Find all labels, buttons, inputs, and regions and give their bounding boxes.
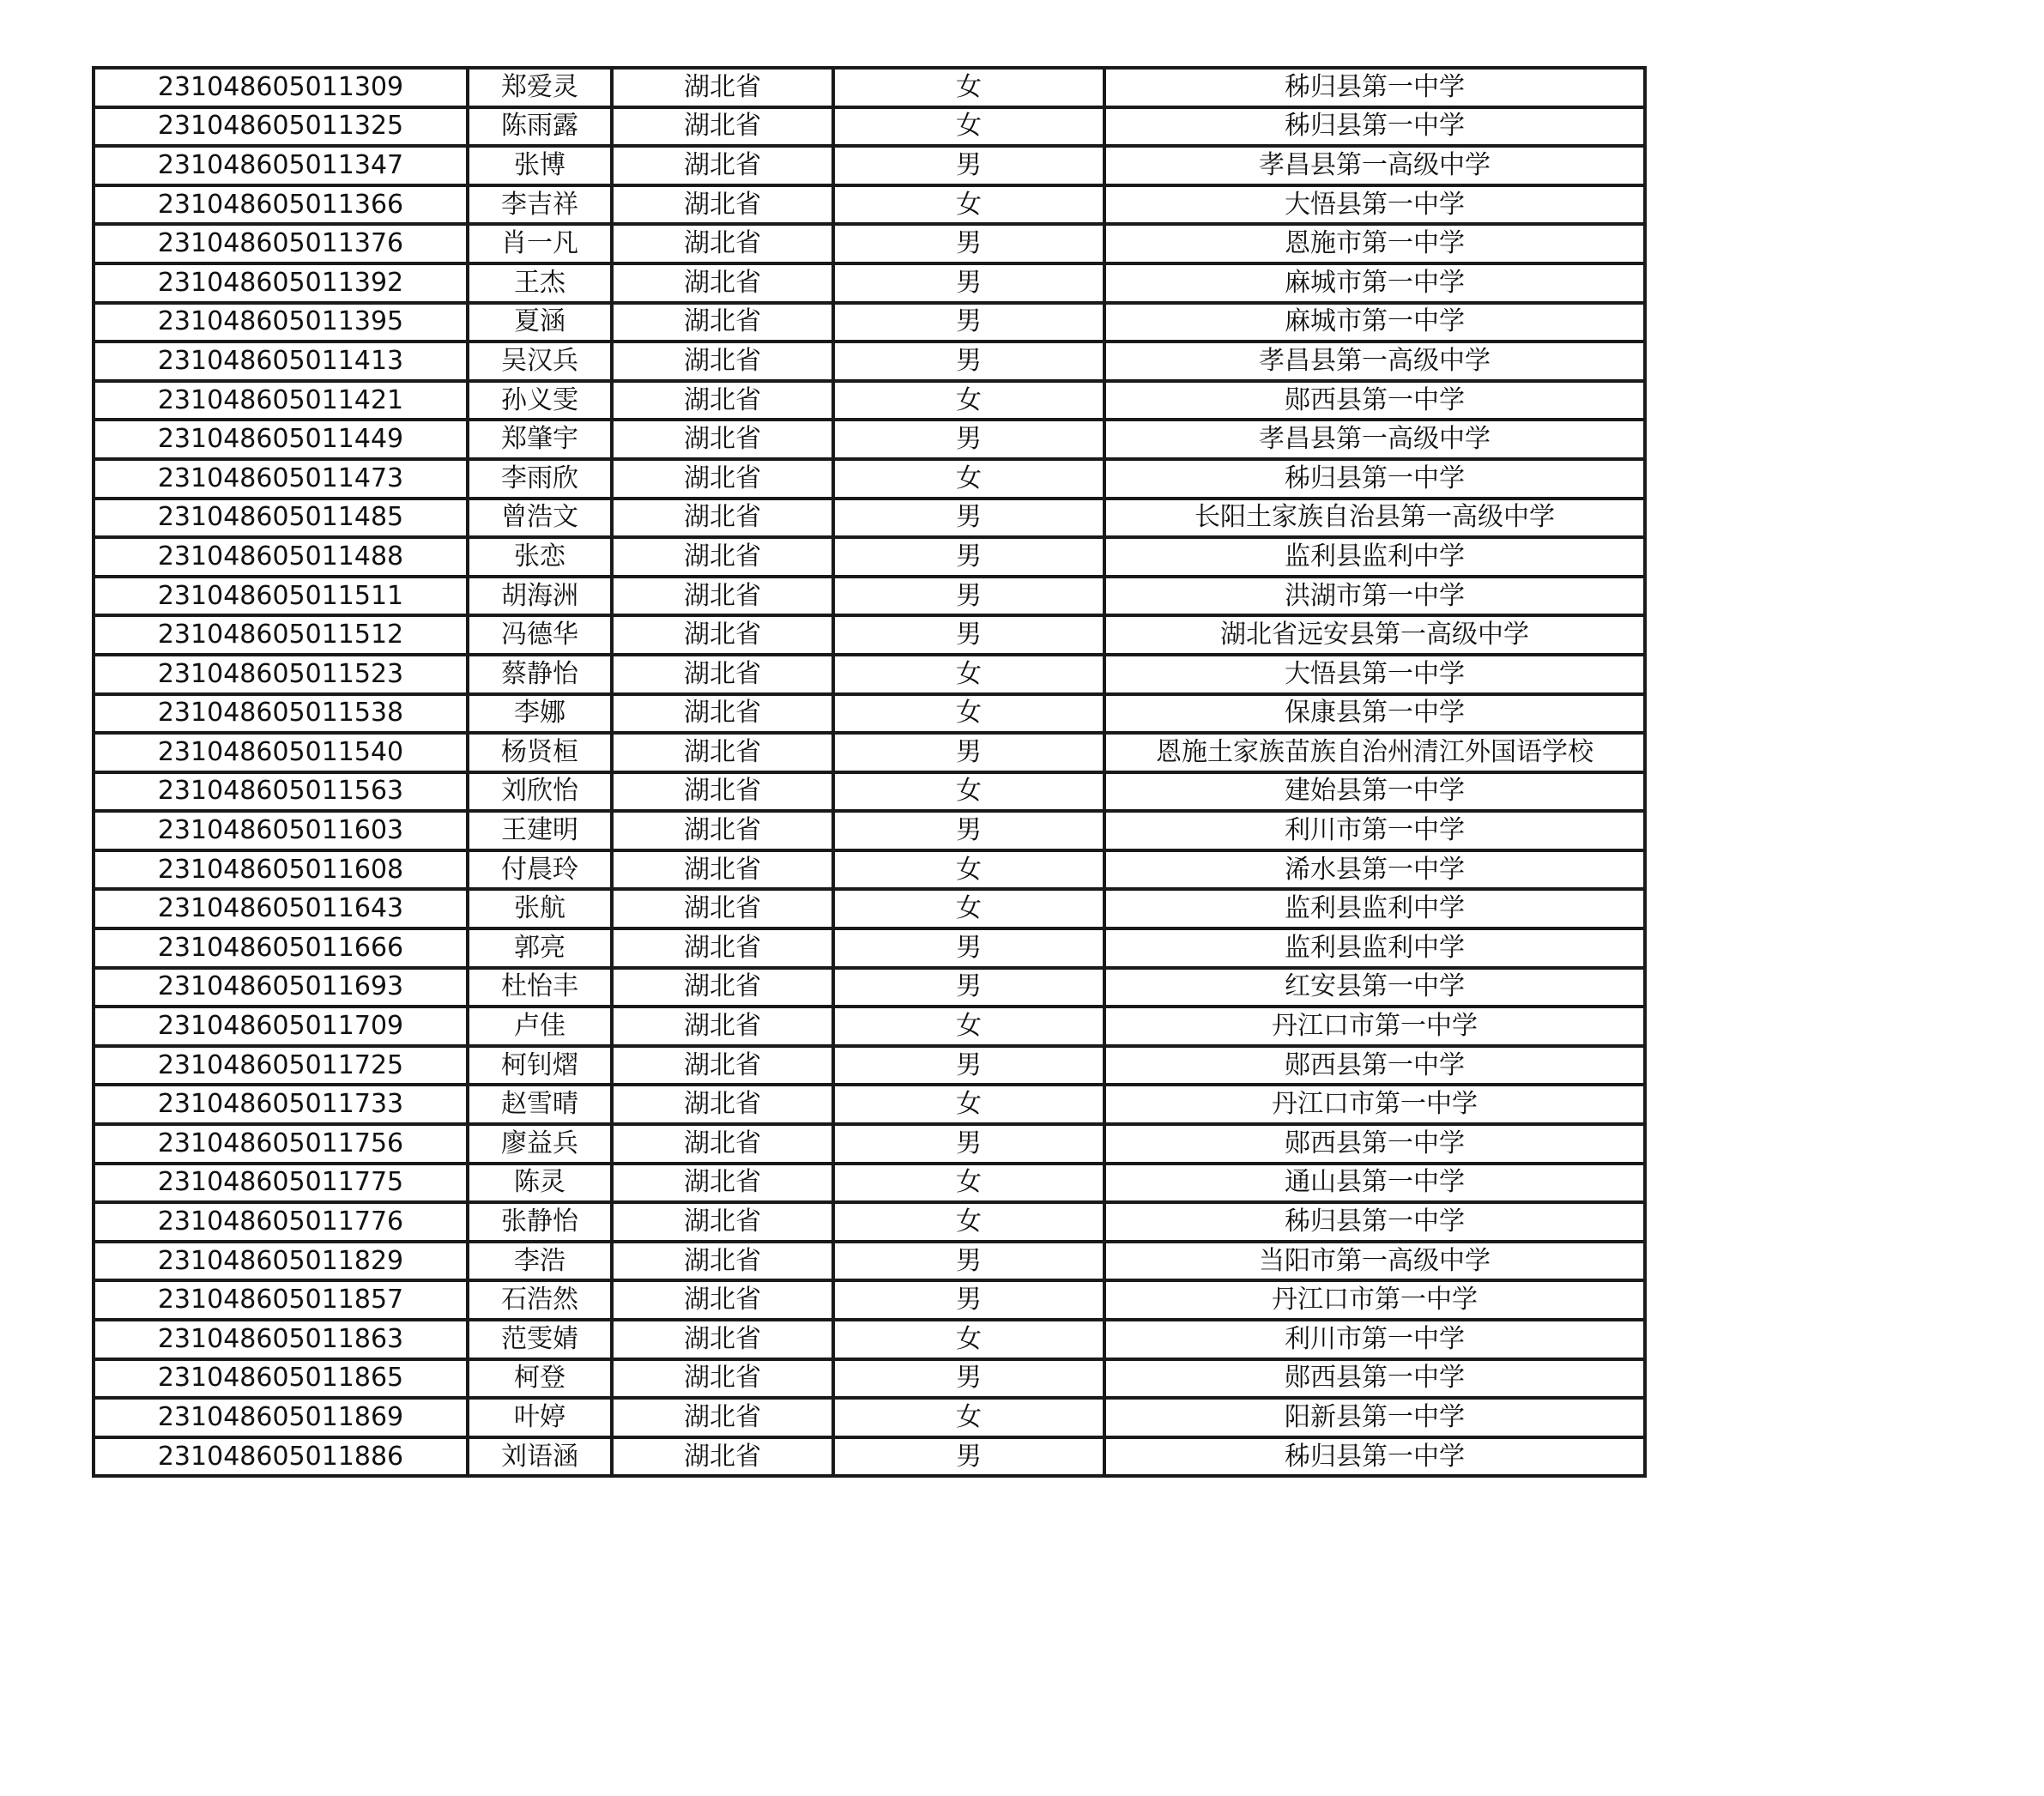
table-row	[94, 811, 1645, 850]
table-row	[94, 850, 1645, 890]
candidate-id-cell: 231048605011485	[94, 499, 468, 538]
province-cell: 湖北省	[612, 1164, 833, 1203]
table-row	[94, 615, 1645, 655]
school-cell: 恩施土家族苗族自治州清江外国语学校	[1104, 733, 1645, 772]
student-name-cell: 胡海洲	[468, 577, 612, 616]
candidate-id-cell: 231048605011511	[94, 577, 468, 616]
table-row	[94, 459, 1645, 499]
candidate-id-cell: 231048605011325	[94, 107, 468, 147]
school-cell: 秭归县第一中学	[1104, 1202, 1645, 1242]
candidate-id-cell: 231048605011725	[94, 1046, 468, 1085]
candidate-id-cell: 231048605011869	[94, 1398, 468, 1437]
school-cell: 郧西县第一中学	[1104, 1359, 1645, 1399]
school-cell: 浠水县第一中学	[1104, 850, 1645, 890]
student-name-cell: 陈雨露	[468, 107, 612, 147]
student-name-cell: 廖益兵	[468, 1124, 612, 1164]
student-name-cell: 孙义雯	[468, 381, 612, 420]
province-cell: 湖北省	[612, 811, 833, 850]
province-cell: 湖北省	[612, 889, 833, 928]
school-cell: 监利县监利中学	[1104, 537, 1645, 577]
gender-cell: 女	[833, 1085, 1104, 1124]
gender-cell: 女	[833, 1320, 1104, 1359]
school-cell: 郧西县第一中学	[1104, 1046, 1645, 1085]
school-cell: 丹江口市第一中学	[1104, 1085, 1645, 1124]
school-cell: 监利县监利中学	[1104, 928, 1645, 968]
province-cell: 湖北省	[612, 577, 833, 616]
candidate-id-cell: 231048605011775	[94, 1164, 468, 1203]
table-row	[94, 1007, 1645, 1046]
table-row	[94, 342, 1645, 381]
candidate-id-cell: 231048605011538	[94, 694, 468, 734]
table-row	[94, 968, 1645, 1007]
candidate-id-cell: 231048605011865	[94, 1359, 468, 1399]
province-cell: 湖北省	[612, 1007, 833, 1046]
table-row	[94, 772, 1645, 812]
table-row	[94, 1398, 1645, 1437]
gender-cell: 女	[833, 655, 1104, 694]
candidate-id-cell: 231048605011756	[94, 1124, 468, 1164]
candidate-id-cell: 231048605011392	[94, 263, 468, 303]
province-cell: 湖北省	[612, 968, 833, 1007]
province-cell: 湖北省	[612, 459, 833, 499]
student-name-cell: 陈灵	[468, 1164, 612, 1203]
table-row	[94, 1320, 1645, 1359]
student-name-cell: 柯登	[468, 1359, 612, 1399]
province-cell: 湖北省	[612, 694, 833, 734]
table-row	[94, 303, 1645, 342]
table-row	[94, 224, 1645, 263]
student-name-cell: 张博	[468, 146, 612, 185]
table-row	[94, 420, 1645, 459]
school-cell: 秭归县第一中学	[1104, 68, 1645, 107]
school-cell: 保康县第一中学	[1104, 694, 1645, 734]
school-cell: 阳新县第一中学	[1104, 1398, 1645, 1437]
student-name-cell: 付晨玲	[468, 850, 612, 890]
student-name-cell: 蔡静怡	[468, 655, 612, 694]
student-name-cell: 柯钊熠	[468, 1046, 612, 1085]
student-name-cell: 张静怡	[468, 1202, 612, 1242]
gender-cell: 女	[833, 107, 1104, 147]
student-name-cell: 郑肇宇	[468, 420, 612, 459]
gender-cell: 女	[833, 850, 1104, 890]
candidate-id-cell: 231048605011366	[94, 185, 468, 225]
gender-cell: 男	[833, 928, 1104, 968]
province-cell: 湖北省	[612, 1085, 833, 1124]
province-cell: 湖北省	[612, 107, 833, 147]
gender-cell: 女	[833, 1202, 1104, 1242]
candidate-id-cell: 231048605011603	[94, 811, 468, 850]
gender-cell: 男	[833, 420, 1104, 459]
province-cell: 湖北省	[612, 381, 833, 420]
school-cell: 麻城市第一中学	[1104, 263, 1645, 303]
gender-cell: 男	[833, 615, 1104, 655]
table-row	[94, 185, 1645, 225]
school-cell: 秭归县第一中学	[1104, 459, 1645, 499]
candidate-id-cell: 231048605011488	[94, 537, 468, 577]
school-cell: 丹江口市第一中学	[1104, 1280, 1645, 1320]
gender-cell: 女	[833, 68, 1104, 107]
school-cell: 当阳市第一高级中学	[1104, 1242, 1645, 1281]
candidate-id-cell: 231048605011709	[94, 1007, 468, 1046]
school-cell: 孝昌县第一高级中学	[1104, 342, 1645, 381]
candidate-id-cell: 231048605011666	[94, 928, 468, 968]
candidate-id-cell: 231048605011776	[94, 1202, 468, 1242]
gender-cell: 男	[833, 303, 1104, 342]
table-row	[94, 577, 1645, 616]
gender-cell: 女	[833, 1398, 1104, 1437]
candidate-id-cell: 231048605011608	[94, 850, 468, 890]
gender-cell: 女	[833, 694, 1104, 734]
table-row	[94, 889, 1645, 928]
gender-cell: 男	[833, 224, 1104, 263]
student-name-cell: 郑爱灵	[468, 68, 612, 107]
candidate-id-cell: 231048605011886	[94, 1437, 468, 1477]
gender-cell: 男	[833, 537, 1104, 577]
school-cell: 秭归县第一中学	[1104, 107, 1645, 147]
student-name-cell: 李雨欣	[468, 459, 612, 499]
table-row	[94, 1124, 1645, 1164]
student-name-cell: 卢佳	[468, 1007, 612, 1046]
candidate-id-cell: 231048605011376	[94, 224, 468, 263]
candidate-id-cell: 231048605011733	[94, 1085, 468, 1124]
gender-cell: 男	[833, 577, 1104, 616]
candidate-id-cell: 231048605011863	[94, 1320, 468, 1359]
candidate-id-cell: 231048605011449	[94, 420, 468, 459]
province-cell: 湖北省	[612, 342, 833, 381]
table-row	[94, 928, 1645, 968]
table-row	[94, 733, 1645, 772]
province-cell: 湖北省	[612, 1046, 833, 1085]
school-cell: 监利县监利中学	[1104, 889, 1645, 928]
gender-cell: 男	[833, 499, 1104, 538]
school-cell: 孝昌县第一高级中学	[1104, 146, 1645, 185]
table-row	[94, 537, 1645, 577]
table-row	[94, 263, 1645, 303]
student-name-cell: 吴汉兵	[468, 342, 612, 381]
candidate-id-cell: 231048605011512	[94, 615, 468, 655]
candidate-id-cell: 231048605011693	[94, 968, 468, 1007]
candidate-id-cell: 231048605011395	[94, 303, 468, 342]
student-name-cell: 冯德华	[468, 615, 612, 655]
gender-cell: 女	[833, 381, 1104, 420]
roster-table-body	[94, 68, 1645, 1476]
province-cell: 湖北省	[612, 303, 833, 342]
student-name-cell: 杜怡丰	[468, 968, 612, 1007]
province-cell: 湖北省	[612, 928, 833, 968]
gender-cell: 男	[833, 1242, 1104, 1281]
school-cell: 丹江口市第一中学	[1104, 1007, 1645, 1046]
province-cell: 湖北省	[612, 1398, 833, 1437]
student-name-cell: 李浩	[468, 1242, 612, 1281]
school-cell: 通山县第一中学	[1104, 1164, 1645, 1203]
province-cell: 湖北省	[612, 615, 833, 655]
school-cell: 秭归县第一中学	[1104, 1437, 1645, 1477]
province-cell: 湖北省	[612, 499, 833, 538]
gender-cell: 男	[833, 1280, 1104, 1320]
gender-cell: 男	[833, 733, 1104, 772]
table-row	[94, 381, 1645, 420]
province-cell: 湖北省	[612, 420, 833, 459]
student-name-cell: 赵雪晴	[468, 1085, 612, 1124]
candidate-id-cell: 231048605011523	[94, 655, 468, 694]
candidate-id-cell: 231048605011413	[94, 342, 468, 381]
student-name-cell: 夏涵	[468, 303, 612, 342]
student-name-cell: 王建明	[468, 811, 612, 850]
student-name-cell: 刘语涵	[468, 1437, 612, 1477]
candidate-id-cell: 231048605011347	[94, 146, 468, 185]
student-name-cell: 张恋	[468, 537, 612, 577]
student-name-cell: 李吉祥	[468, 185, 612, 225]
school-cell: 麻城市第一中学	[1104, 303, 1645, 342]
province-cell: 湖北省	[612, 1124, 833, 1164]
candidate-id-cell: 231048605011473	[94, 459, 468, 499]
gender-cell: 男	[833, 146, 1104, 185]
student-name-cell: 张航	[468, 889, 612, 928]
province-cell: 湖北省	[612, 224, 833, 263]
province-cell: 湖北省	[612, 146, 833, 185]
school-cell: 利川市第一中学	[1104, 811, 1645, 850]
gender-cell: 女	[833, 1007, 1104, 1046]
school-cell: 利川市第一中学	[1104, 1320, 1645, 1359]
province-cell: 湖北省	[612, 772, 833, 812]
school-cell: 恩施市第一中学	[1104, 224, 1645, 263]
gender-cell: 男	[833, 1046, 1104, 1085]
table-row	[94, 1202, 1645, 1242]
school-cell: 大悟县第一中学	[1104, 655, 1645, 694]
province-cell: 湖北省	[612, 1359, 833, 1399]
gender-cell: 女	[833, 459, 1104, 499]
student-name-cell: 刘欣怡	[468, 772, 612, 812]
student-name-cell: 王杰	[468, 263, 612, 303]
province-cell: 湖北省	[612, 850, 833, 890]
candidate-id-cell: 231048605011563	[94, 772, 468, 812]
candidate-id-cell: 231048605011540	[94, 733, 468, 772]
candidate-id-cell: 231048605011643	[94, 889, 468, 928]
province-cell: 湖北省	[612, 1242, 833, 1281]
table-row	[94, 1085, 1645, 1124]
province-cell: 湖北省	[612, 263, 833, 303]
province-cell: 湖北省	[612, 1320, 833, 1359]
gender-cell: 男	[833, 1359, 1104, 1399]
gender-cell: 男	[833, 811, 1104, 850]
gender-cell: 女	[833, 772, 1104, 812]
student-name-cell: 李娜	[468, 694, 612, 734]
province-cell: 湖北省	[612, 185, 833, 225]
table-row	[94, 1359, 1645, 1399]
table-row	[94, 1280, 1645, 1320]
candidate-id-cell: 231048605011829	[94, 1242, 468, 1281]
student-name-cell: 范雯婧	[468, 1320, 612, 1359]
province-cell: 湖北省	[612, 655, 833, 694]
province-cell: 湖北省	[612, 68, 833, 107]
school-cell: 湖北省远安县第一高级中学	[1104, 615, 1645, 655]
province-cell: 湖北省	[612, 1437, 833, 1477]
province-cell: 湖北省	[612, 1280, 833, 1320]
gender-cell: 男	[833, 968, 1104, 1007]
roster-table	[92, 66, 1647, 1478]
table-row	[94, 1164, 1645, 1203]
province-cell: 湖北省	[612, 1202, 833, 1242]
school-cell: 洪湖市第一中学	[1104, 577, 1645, 616]
candidate-id-cell: 231048605011421	[94, 381, 468, 420]
gender-cell: 女	[833, 1164, 1104, 1203]
table-row	[94, 1242, 1645, 1281]
table-row	[94, 655, 1645, 694]
province-cell: 湖北省	[612, 733, 833, 772]
candidate-id-cell: 231048605011309	[94, 68, 468, 107]
school-cell: 孝昌县第一高级中学	[1104, 420, 1645, 459]
table-row	[94, 68, 1645, 107]
table-row	[94, 1437, 1645, 1477]
gender-cell: 男	[833, 342, 1104, 381]
student-name-cell: 杨贤桓	[468, 733, 612, 772]
student-name-cell: 叶婷	[468, 1398, 612, 1437]
school-cell: 长阳土家族自治县第一高级中学	[1104, 499, 1645, 538]
school-cell: 大悟县第一中学	[1104, 185, 1645, 225]
gender-cell: 男	[833, 1437, 1104, 1477]
gender-cell: 男	[833, 1124, 1104, 1164]
school-cell: 郧西县第一中学	[1104, 381, 1645, 420]
table-row	[94, 1046, 1645, 1085]
table-row	[94, 146, 1645, 185]
student-name-cell: 肖一凡	[468, 224, 612, 263]
table-row	[94, 107, 1645, 147]
school-cell: 郧西县第一中学	[1104, 1124, 1645, 1164]
gender-cell: 女	[833, 185, 1104, 225]
school-cell: 建始县第一中学	[1104, 772, 1645, 812]
school-cell: 红安县第一中学	[1104, 968, 1645, 1007]
gender-cell: 女	[833, 889, 1104, 928]
student-name-cell: 曾浩文	[468, 499, 612, 538]
table-row	[94, 694, 1645, 734]
student-name-cell: 郭亮	[468, 928, 612, 968]
candidate-id-cell: 231048605011857	[94, 1280, 468, 1320]
gender-cell: 男	[833, 263, 1104, 303]
student-name-cell: 石浩然	[468, 1280, 612, 1320]
table-row	[94, 499, 1645, 538]
province-cell: 湖北省	[612, 537, 833, 577]
